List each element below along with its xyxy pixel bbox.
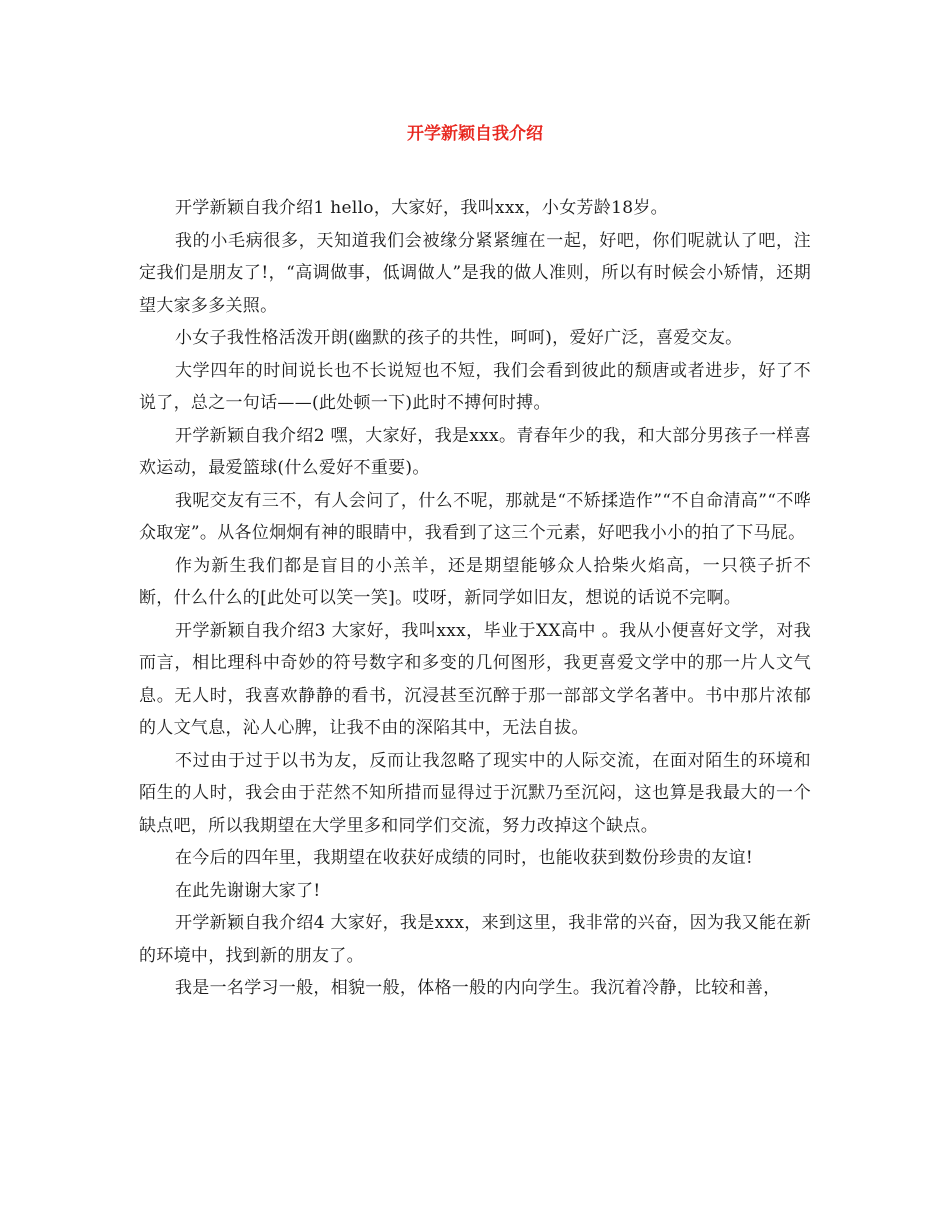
document-body xyxy=(139,192,811,1005)
paragraph: 开学新颖自我介绍4 大家好，我是xxx，来到这里，我非常的兴奋，因为我又能在新的环境中，找到新的朋友了。 xyxy=(139,913,811,966)
paragraph: 大学四年的时间说长也不长说短也不短，我们会看到彼此的颓唐或者进步，好了不说了，总之一句话——(此处顿一下)此时不搏何时搏。 xyxy=(139,360,811,413)
paragraph: 在此先谢谢大家了! xyxy=(175,880,321,901)
paragraph: 不过由于过于以书为友，反而让我忽略了现实中的人际交流，在面对陌生的环境和陌生的人时，我会由于茫然不知所措而显得过于沉默乃至沉闷，这也算是我最大的一个缺点吧，所以我期望在大学里多和同学们交流，努力改掉这个缺点。 xyxy=(139,750,811,836)
paragraph: 在今后的四年里，我期望在收获好成绩的同时，也能收获到数份珍贵的友谊! xyxy=(175,848,754,868)
paragraph: 作为新生我们都是盲目的小羔羊，还是期望能够众人拾柴火焰高，一只筷子折不断，什么什么的[此处可以笑一笑]。哎呀，新同学如旧友，想说的话说不完啊。 xyxy=(139,555,811,608)
document-title: 开学新颖自我介绍 xyxy=(407,124,543,144)
paragraph: 小女子我性格活泼开朗(幽默的孩子的共性，呵呵)，爱好广泛，喜爱交友。 xyxy=(175,328,743,348)
paragraph: 我的小毛病很多，天知道我们会被缘分紧紧缠在一起，好吧，你们呢就认了吧，注定我们是朋友了!，“高调做事，低调做人”是我的做人准则，所以有时候会小矫情，还期望大家多多关照。 xyxy=(139,230,811,316)
paragraph: 开学新颖自我介绍2 嘿，大家好，我是xxx。青春年少的我，和大部分男孩子一样喜欢运动，最爱篮球(什么爱好不重要)。 xyxy=(139,425,811,478)
paragraph: 我呢交友有三不，有人会问了，什么不呢，那就是“不矫揉造作”“不自命清高”“不哗众取宠”。从各位炯炯有神的眼睛中，我看到了这三个元素，好吧我小小的拍了下马屁。 xyxy=(139,490,811,543)
paragraph: 开学新颖自我介绍1 hello，大家好，我叫xxx，小女芳龄18岁。 xyxy=(175,198,668,218)
paragraph: 开学新颖自我介绍3 大家好，我叫xxx，毕业于XX高中 。我从小便喜好文学，对我而言，相比理科中奇妙的符号数字和多变的几何图形，我更喜爱文学中的那一片人文气息。无人时，我喜欢静静的看书，沉浸甚至沉醉于那一部部文学名著中。书中那片浓郁的人文气息，沁人心脾，让我不由的深陷其中，无法自拔。 xyxy=(139,620,811,738)
paragraph: 我是一名学习一般，相貌一般，体格一般的内向学生。我沉着冷静，比较和善， xyxy=(175,978,781,998)
